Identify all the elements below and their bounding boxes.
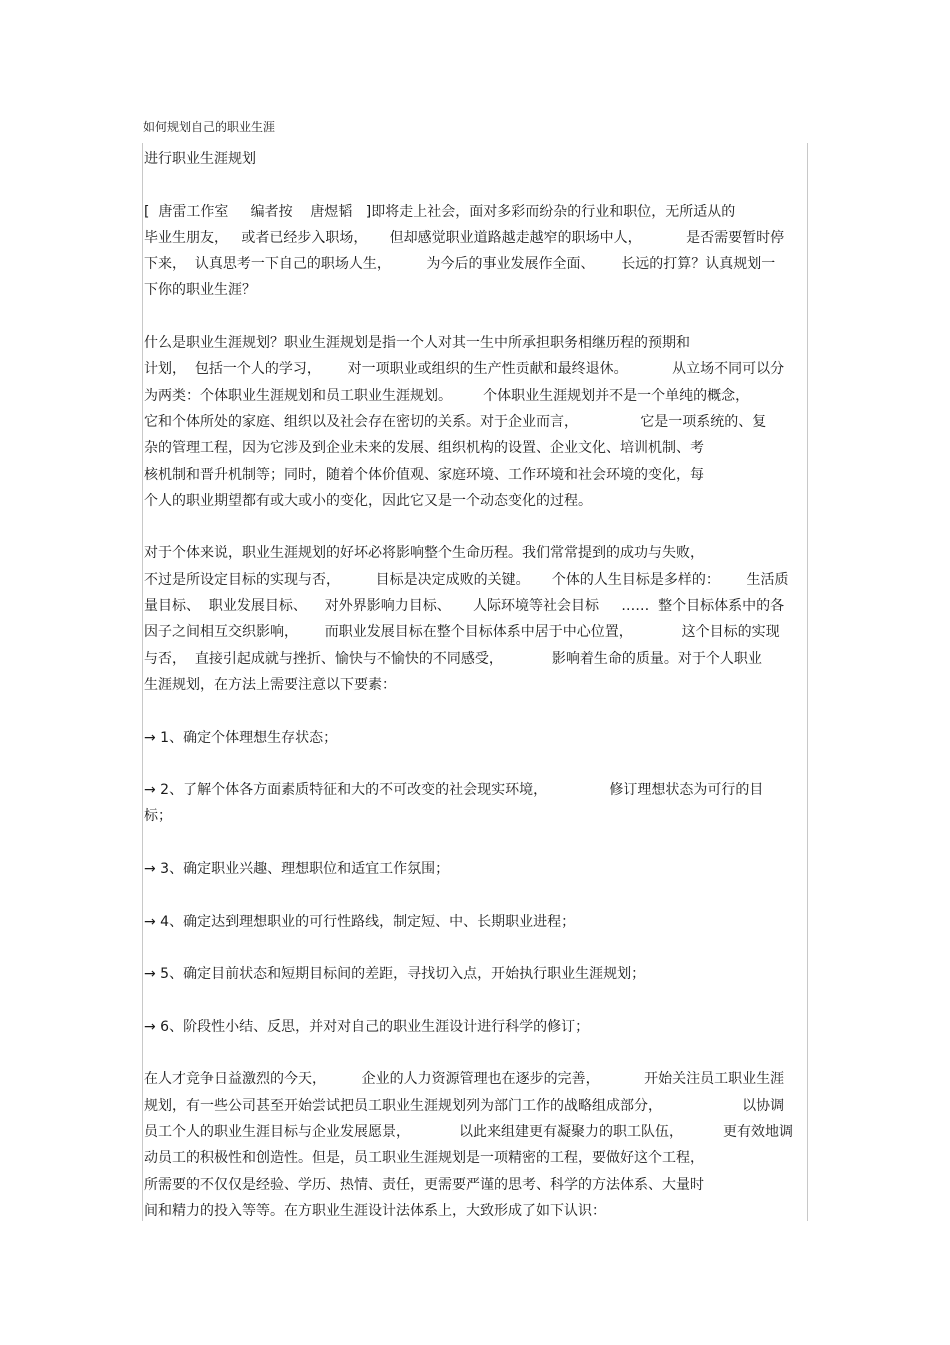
paragraph-definition — [144, 330, 806, 514]
text-line: → 6、阶段性小结、反思，并对对自己的职业生涯设计进行科学的修订； — [144, 1018, 590, 1035]
paragraph-intro — [144, 199, 806, 304]
text-line: 标； — [144, 808, 172, 825]
list-item-4 — [144, 909, 806, 935]
list-item-6 — [144, 1014, 806, 1040]
list-item-5 — [144, 961, 806, 987]
text-line: 计划， 包括一个人的学习， 对一项职业或组织的生产性贡献和最终退休。 从立场不同可以分 — [144, 361, 785, 378]
page-header: 如何规划自己的职业生涯 — [143, 120, 276, 134]
text-line: 不过是所设定目标的实现与否， 目标是决定成败的关键。 个体的人生目标是多样的： 生活质 — [144, 571, 789, 588]
text-line: 规划，有一些公司甚至开始尝试把员工职业生涯规划列为部门工作的战略组成部分， 以协调 — [144, 1097, 785, 1114]
text-line: 所需要的不仅仅是经验、学历、热情、责任，更需要严谨的思考、科学的方法体系、大量时 — [144, 1176, 704, 1193]
text-line: 为两类：个体职业生涯规划和员工职业生涯规划。 个体职业生涯规划并不是一个单纯的概念， — [144, 387, 750, 404]
text-line: → 4、确定达到理想职业的可行性路线，制定短、中、长期职业进程； — [144, 913, 576, 930]
paragraph-enterprise — [144, 1066, 806, 1224]
text-line: 毕业生朋友， 或者已经步入职场， 但却感觉职业道路越走越窄的职场中人， 是否需要暂时停 — [144, 229, 785, 246]
text-line: 员工个人的职业生涯目标与企业发展愿景， 以此来组建更有凝聚力的职工队伍， 更有效地调 — [144, 1123, 794, 1140]
text-line: 动员工的积极性和创造性。但是，员工职业生涯规划是一项精密的工程，要做好这个工程， — [144, 1150, 704, 1167]
text-line: 对于个体来说，职业生涯规划的好坏必将影响整个生命历程。我们常常提到的成功与失败， — [144, 545, 704, 562]
text-line: 与否， 直接引起成就与挫折、愉快与不愉快的不同感受， 影响着生命的质量。对于个人职业 — [144, 650, 762, 667]
text-line: → 5、确定目前状态和短期目标间的差距，寻找切入点，开始执行职业生涯规划； — [144, 966, 646, 983]
text-line: 量目标、 职业发展目标、 对外界影响力目标、 人际环境等社会目标 …… 整个目标体系中的各 — [144, 598, 785, 615]
document-body — [144, 146, 806, 1224]
text-line: → 1、确定个体理想生存状态； — [144, 729, 338, 746]
text-line: 间和精力的投入等等。在方职业生涯设计法体系上，大致形成了如下认识： — [144, 1202, 606, 1219]
text-line: [ 唐雷工作室 编者按 唐煜韬 ]即将走上社会，面对多彩而纷杂的行业和职位，无所适从的 — [144, 203, 736, 220]
list-item-3 — [144, 856, 806, 882]
list-item-2 — [144, 777, 806, 830]
text-line: 下你的职业生涯？ — [144, 282, 256, 299]
text-line: 在人才竞争日益激烈的今天， 企业的人力资源管理也在逐步的完善， 开始关注员工职业生涯 — [144, 1071, 785, 1088]
document-title: 进行职业生涯规划 — [144, 151, 256, 167]
text-line: 它和个体所处的家庭、组织以及社会存在密切的关系。对于企业而言， 它是一项系统的、复 — [144, 413, 767, 430]
text-line: → 2、了解个体各方面素质特征和大的不可改变的社会现实环境， 修订理想状态为可行的目 — [144, 782, 764, 799]
text-line: 什么是职业生涯规划？职业生涯规划是指一个人对其一生中所承担职务相继历程的预期和 — [144, 335, 690, 352]
text-line: 核机制和晋升机制等；同时，随着个体价值观、家庭环境、工作环境和社会环境的变化，每 — [144, 466, 704, 483]
text-line: 下来， 认真思考一下自己的职场人生， 为今后的事业发展作全面、 长远的打算？认真规划一 — [144, 256, 776, 273]
text-line: 个人的职业期望都有或大或小的变化，因此它又是一个动态变化的过程。 — [144, 492, 592, 509]
list-item-1 — [144, 725, 806, 751]
text-line: → 3、确定职业兴趣、理想职位和适宜工作氛围； — [144, 861, 450, 878]
paragraph-individual — [144, 540, 806, 698]
text-line: 杂的管理工程，因为它涉及到企业未来的发展、组织机构的设置、企业文化、培训机制、考 — [144, 440, 704, 457]
text-line: 生涯规划，在方法上需要注意以下要素： — [144, 676, 396, 693]
text-line: 因子之间相互交织影响， 而职业发展目标在整个目标体系中居于中心位置， 这个目标的实现 — [144, 624, 780, 641]
